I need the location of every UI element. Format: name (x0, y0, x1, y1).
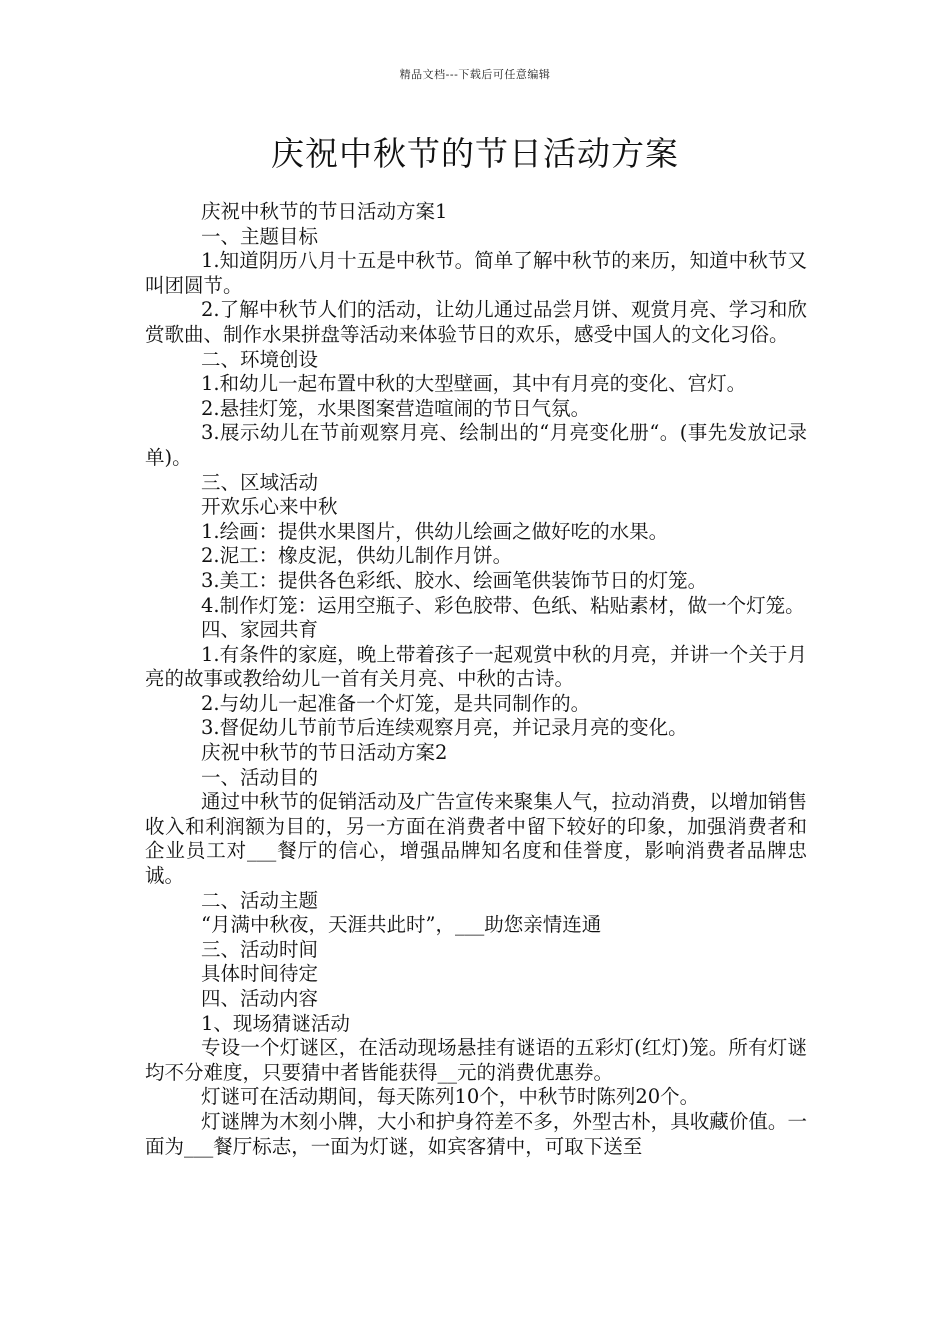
paragraph: 庆祝中秋节的节日活动方案2 (201, 741, 448, 765)
paragraph: 四、家园共育 (201, 618, 319, 642)
paragraph: 一、主题目标 (201, 224, 319, 248)
paragraph: 1、现场猜谜活动 (201, 1011, 350, 1035)
paragraph: 庆祝中秋节的节日活动方案1 (201, 200, 448, 223)
paragraph: 二、活动主题 (201, 888, 319, 912)
document-title: 庆祝中秋节的节日活动方案 (271, 134, 679, 173)
paragraph: 2.悬挂灯笼，水果图案营造喧闹的节日气氛。 (201, 396, 591, 420)
header-note: 精品文档---下载后可任意编辑 (399, 68, 551, 81)
document-body (145, 200, 807, 1159)
paragraph: 3.督促幼儿节前节后连续观察月亮，并记录月亮的变化。 (201, 716, 688, 740)
paragraph: 开欢乐心来中秋 (201, 495, 338, 519)
paragraph: 2.了解中秋节人们的活动，让幼儿通过品尝月饼、观赏月亮、学习和欣赏歌曲、制作水果拼盘等活动来体验节日的欢乐，感受中国人的文化习俗。 (145, 298, 807, 346)
paragraph: 1.知道阴历八月十五是中秋节。简单了解中秋节的来历，知道中秋节又叫团圆节。 (145, 249, 807, 297)
paragraph: 1.绘画：提供水果图片，供幼儿绘画之做好吃的水果。 (201, 519, 669, 543)
paragraph: 通过中秋节的促销活动及广告宣传来聚集人气，拉动消费，以增加销售收入和利润额为目的，另一方面在消费者中留下较好的印象，加强消费者和企业员工对___餐厅的信心，增强品牌知名度和佳誉度，影响消费者品牌忠诚。 (145, 790, 807, 888)
paragraph: 灯谜牌为木刻小牌，大小和护身符差不多，外型古朴，具收藏价值。一面为___餐厅标志，一面为灯谜，如宾客猜中，可取下送至 (145, 1109, 807, 1158)
paragraph: “月满中秋夜，天涯共此时”，___助您亲情连通 (201, 913, 602, 937)
paragraph: 4.制作灯笼：运用空瓶子、彩色胶带、色纸、粘贴素材，做一个灯笼。 (201, 593, 805, 617)
paragraph: 四、活动内容 (201, 987, 319, 1010)
paragraph: 3.展示幼儿在节前观察月亮、绘制出的“月亮变化册“。(事先发放记录单)。 (145, 421, 807, 469)
paragraph: 三、区域活动 (201, 470, 319, 494)
paragraph: 一、活动目的 (201, 765, 319, 789)
paragraph: 3.美工：提供各色彩纸、胶水、绘画笔供装饰节日的灯笼。 (201, 568, 708, 592)
paragraph: 1.和幼儿一起布置中秋的大型壁画，其中有月亮的变化、宫灯。 (201, 372, 747, 396)
paragraph: 2.与幼儿一起准备一个灯笼，是共同制作的。 (201, 691, 591, 715)
paragraph: 具体时间待定 (201, 962, 319, 986)
paragraph: 2.泥工：橡皮泥，供幼儿制作月饼。 (201, 544, 513, 568)
paragraph: 1.有条件的家庭，晚上带着孩子一起观赏中秋的月亮，并讲一个关于月亮的故事或教给幼儿一首有关月亮、中秋的古诗。 (145, 642, 807, 691)
paragraph: 灯谜可在活动期间，每天陈列10个，中秋节时陈列20个。 (201, 1085, 700, 1109)
paragraph: 三、活动时间 (201, 937, 319, 961)
paragraph: 二、环境创设 (201, 347, 319, 371)
paragraph: 专设一个灯谜区，在活动现场悬挂有谜语的五彩灯(红灯)笼。所有灯谜均不分难度，只要猜中者皆能获得__元的消费优惠券。 (145, 1036, 807, 1084)
